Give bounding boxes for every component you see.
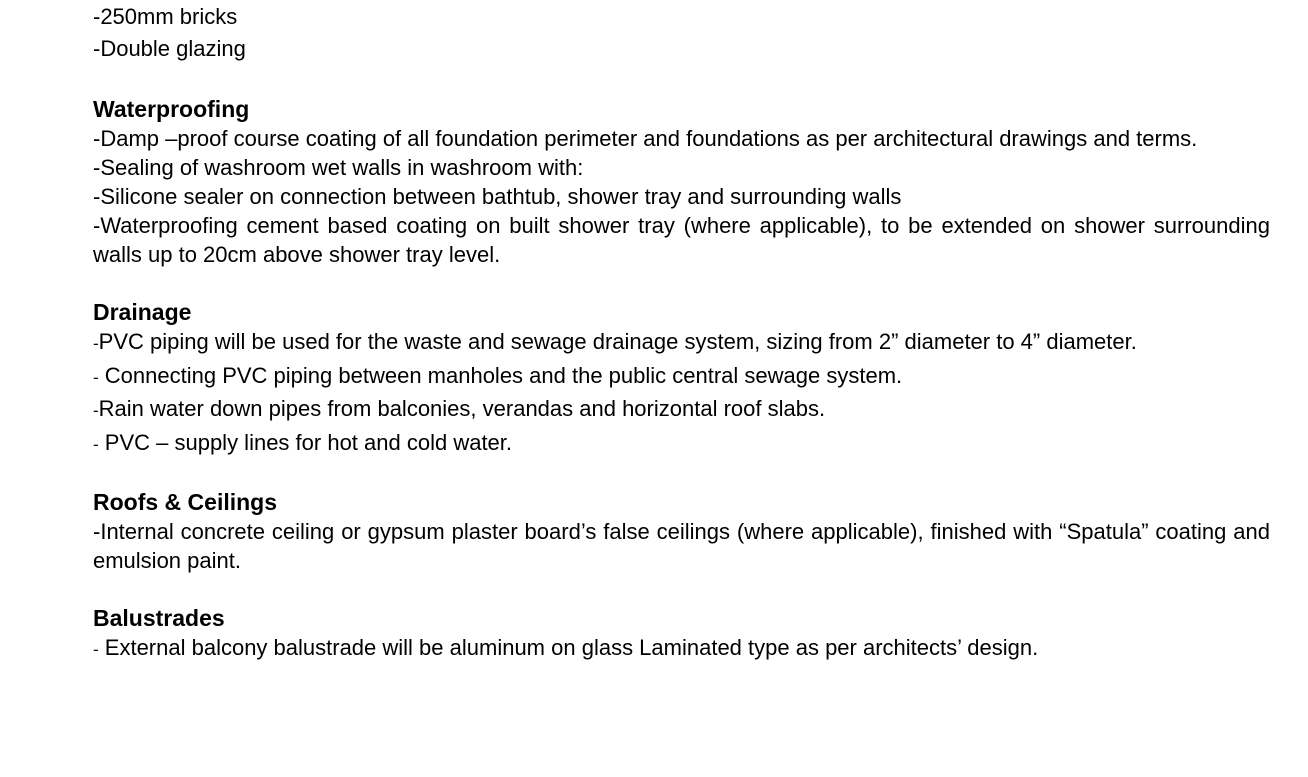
intro-list <box>93 2 1270 63</box>
list-item <box>93 327 1270 358</box>
dash-marker: - <box>93 334 99 353</box>
dash-marker: - <box>93 640 99 659</box>
list-item: -Damp –proof course coating of all foundation perimeter and foundations as per architectural drawings and terms. <box>93 126 1198 151</box>
section-balustrades <box>93 604 1270 664</box>
section-roofs-ceilings <box>93 488 1270 575</box>
list-item: -250mm bricks <box>93 4 238 29</box>
list-item <box>93 394 1270 425</box>
list-item-text: Connecting PVC piping between manholes and the public central sewage system. <box>98 363 903 388</box>
section-heading: Balustrades <box>93 605 225 631</box>
list-item: -Waterproofing cement based coating on built shower tray (where applicable), to be extended on shower surrounding walls up to 20cm above shower tray level. <box>93 213 1270 267</box>
section-heading: Roofs & Ceilings <box>93 489 278 515</box>
section-drainage <box>93 298 1270 459</box>
dash-marker: - <box>93 368 99 387</box>
list-item: -Silicone sealer on connection between bathtub, shower tray and surrounding walls <box>93 184 902 209</box>
document-page <box>93 0 1270 664</box>
list-item: -Sealing of washroom wet walls in washroom with: <box>93 155 584 180</box>
list-item: -Double glazing <box>93 36 246 61</box>
list-item <box>93 428 1270 459</box>
dash-marker: - <box>93 435 99 454</box>
section-waterproofing <box>93 95 1270 269</box>
list-item <box>93 633 1270 664</box>
section-heading: Waterproofing <box>93 96 250 122</box>
list-item-text: External balcony balustrade will be aluminum on glass Laminated type as per architects’ design. <box>98 635 1039 660</box>
list-item-text: PVC – supply lines for hot and cold water. <box>98 430 513 455</box>
list-item: -Internal concrete ceiling or gypsum plaster board’s false ceilings (where applicable), finished with “Spatula” coating and emulsion paint. <box>93 519 1270 573</box>
list-item-text: Rain water down pipes from balconies, verandas and horizontal roof slabs. <box>98 396 826 421</box>
dash-marker: - <box>93 401 99 420</box>
list-item <box>93 361 1270 392</box>
list-item-text: PVC piping will be used for the waste and sewage drainage system, sizing from 2” diameter to 4” diameter. <box>98 329 1137 354</box>
section-heading: Drainage <box>93 299 192 325</box>
